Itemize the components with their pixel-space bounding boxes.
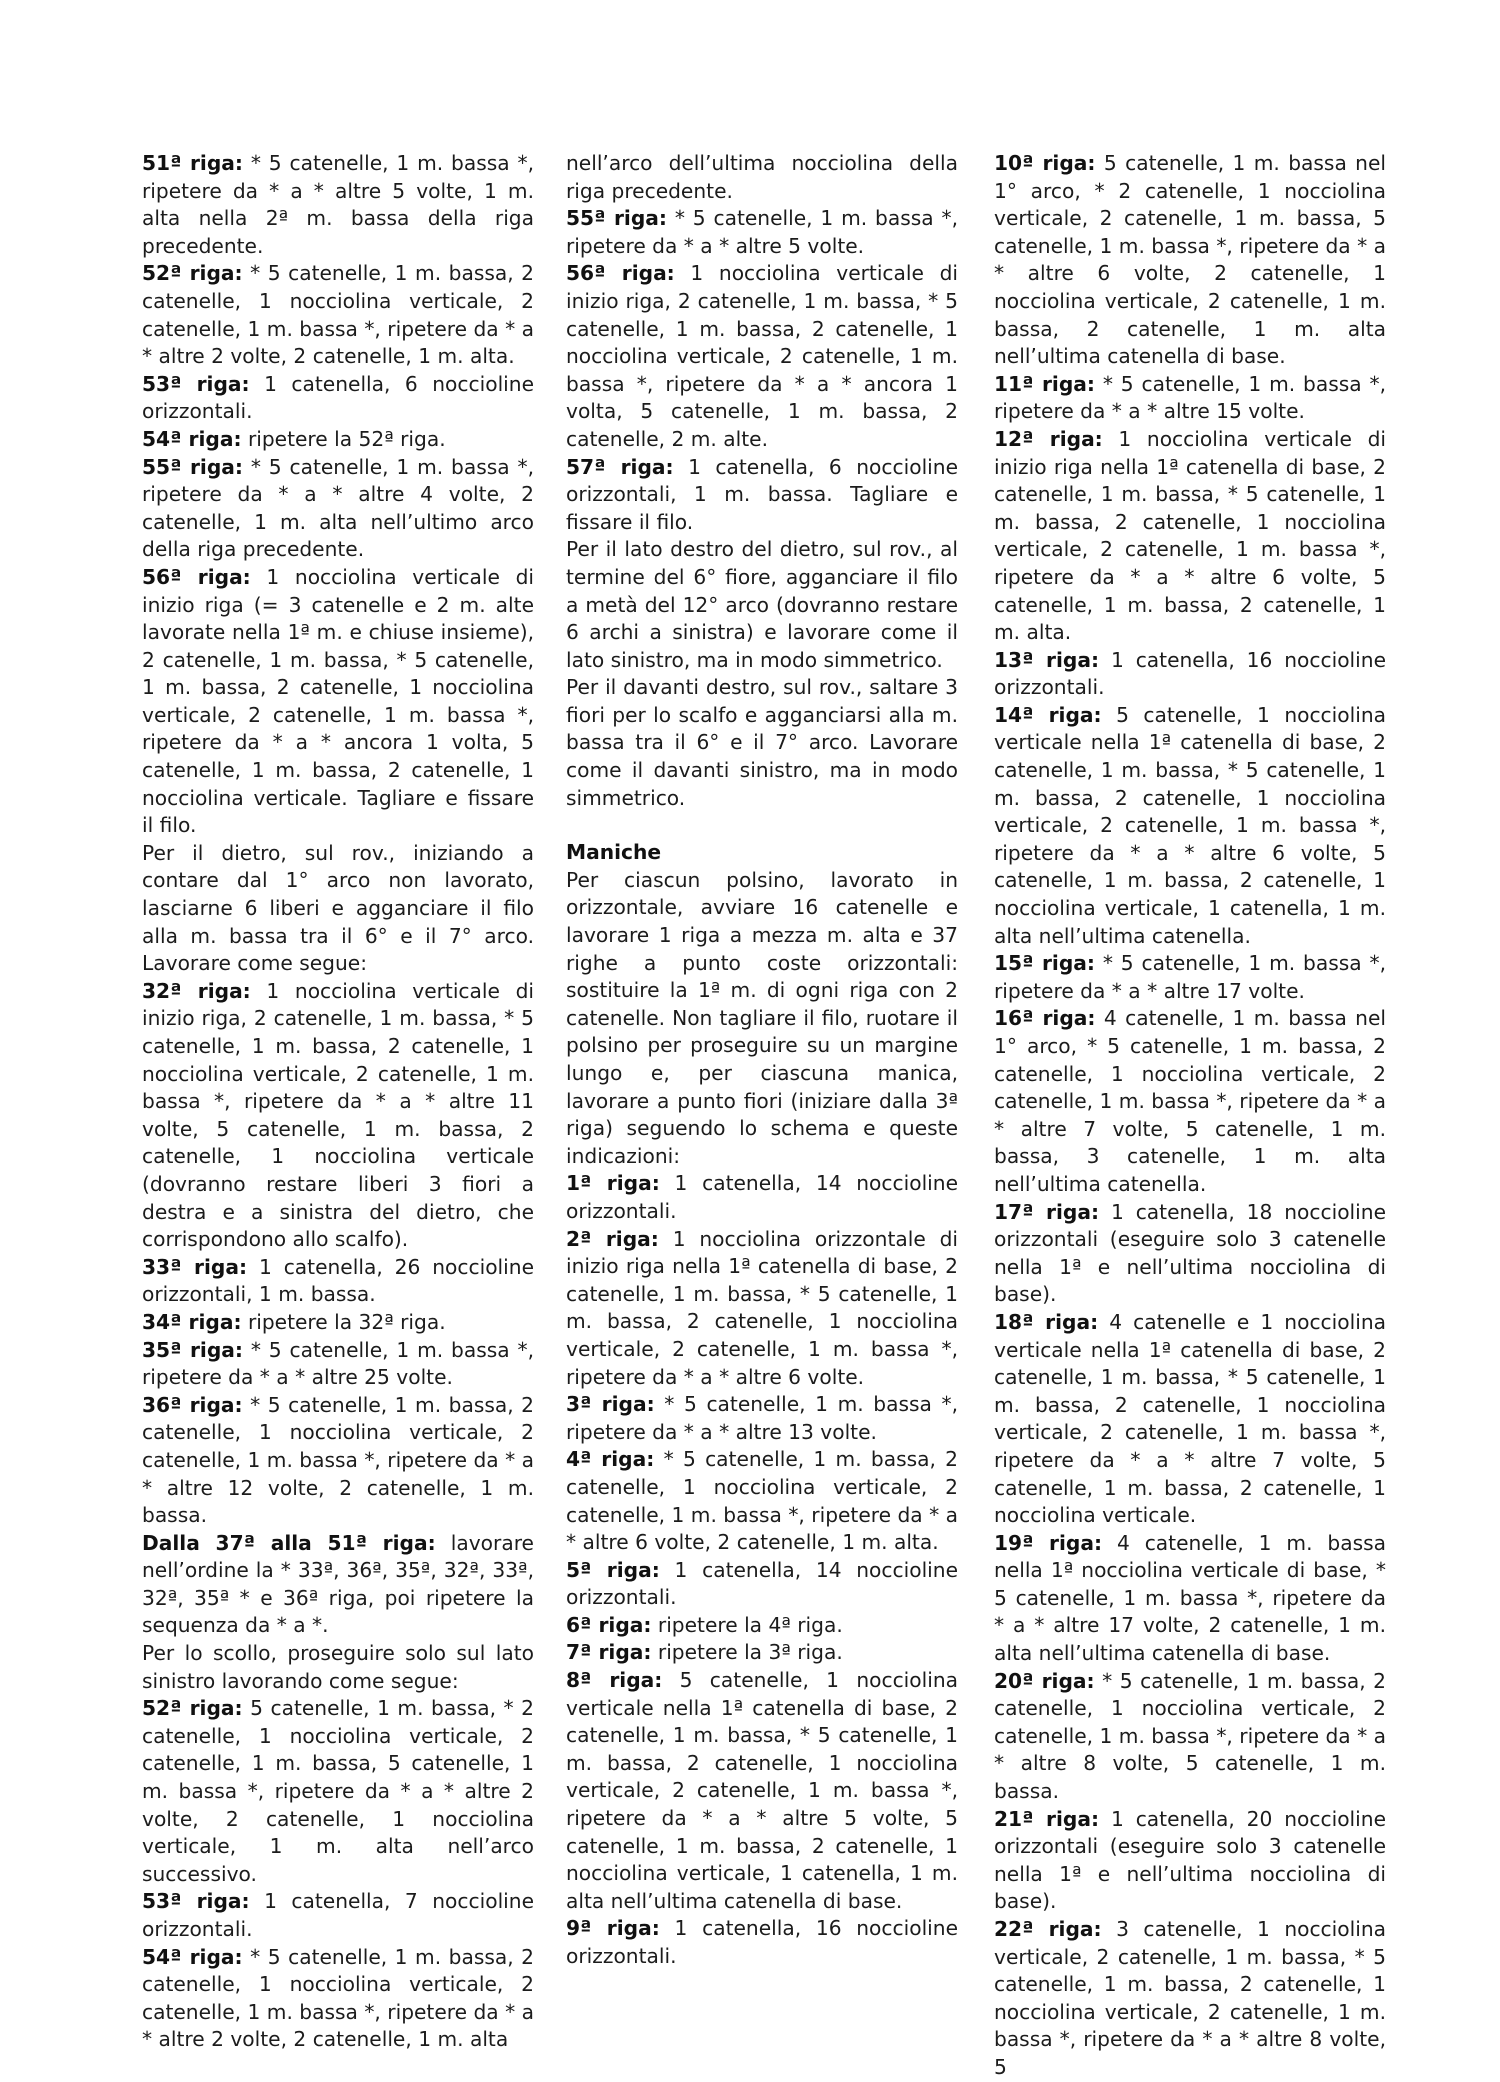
row-label: 11ª riga: <box>994 371 1095 396</box>
row-label: 17ª riga: <box>994 1199 1100 1224</box>
row-label: 13ª riga: <box>994 647 1100 672</box>
instruction-row <box>994 150 1386 371</box>
row-label: 52ª riga: <box>142 1696 243 1721</box>
row-label: 9ª riga: <box>566 1916 660 1941</box>
instruction-paragraph <box>566 536 958 674</box>
instruction-row <box>142 426 534 454</box>
instruction-row <box>994 371 1386 426</box>
instruction-row <box>566 260 958 453</box>
instruction-row <box>142 1309 534 1337</box>
row-label: 32ª riga: <box>142 978 251 1003</box>
row-text: ripetere la 4ª riga. <box>651 1612 843 1637</box>
row-text: ripetere la 3ª riga. <box>651 1640 843 1665</box>
row-text: * 5 catenelle, 1 m. bassa *, ripetere da * a * altre 13 volte. <box>566 1392 959 1444</box>
instruction-row <box>566 1557 958 1612</box>
instruction-row <box>142 1695 534 1888</box>
row-text: 1 nocciolina verticale di inizio riga (= 3 catenelle e 2 m. alte lavorate nella 1ª m. e chiuse insieme), 2 catenelle, 1 m. bassa, * 5 catenelle, 1 m. bassa, 2 catenelle, 1 nocciolina verticale, 2 catenelle, 1 m. bassa *, ripetere da * a * ancora 1 volta, 5 catenelle, 1 m. bassa, 2 catenelle, 1 nocciolina verticale. Tagliare e fissare il filo. <box>142 564 535 838</box>
row-label: 4ª riga: <box>566 1447 655 1472</box>
row-label: 36ª riga: <box>142 1392 243 1417</box>
row-text: 1 nocciolina verticale di inizio riga, 2 catenelle, 1 m. bassa, * 5 catenelle, 1 m. bassa, 2 catenelle, 1 nocciolina verticale, 2 catenelle, 1 m. bassa *, ripetere da * a * ancora 1 volta, 5 catenelle, 1 m. bassa, 2 catenelle, 2 m. alte. <box>566 261 959 451</box>
row-text: * 5 catenelle, 1 m. bassa, 2 catenelle, 1 nocciolina verticale, 2 catenelle, 1 m. bassa *, ripetere da * a * altre 6 volte, 2 catenelle, 1 m. alta. <box>566 1447 959 1555</box>
row-label: 53ª riga: <box>142 1889 250 1914</box>
row-label: 57ª riga: <box>566 454 674 479</box>
instruction-row <box>142 1530 534 1640</box>
instruction-row <box>142 1392 534 1530</box>
row-label: 2ª riga: <box>566 1226 659 1251</box>
row-label: 15ª riga: <box>994 951 1095 976</box>
row-label: 14ª riga: <box>994 702 1102 727</box>
instruction-row <box>142 150 534 260</box>
instruction-row <box>566 1446 958 1556</box>
instruction-row <box>142 454 534 564</box>
instruction-row <box>142 1254 534 1309</box>
section-heading: Maniche <box>566 840 662 865</box>
row-text: Per ciascun polsino, lavorato in orizzontale, avviare 16 catenelle e lavorare 1 riga a mezza m. alta e 37 righe a punto coste orizzontali: sostituire la 1ª m. di ogni riga con 2 catenelle. Non tagliare il filo, ruotare il polsino per proseguire su un margine lungo e, per ciascuna manica, lavorare a punto fiori (iniziare dalla 3ª riga) seguendo lo schema e queste indicazioni: <box>566 867 958 1168</box>
text-column-2 <box>566 150 958 1971</box>
row-text: Per il lato destro del dietro, sul rov., al termine del 6° fiore, agganciare il filo a metà del 12° arco (dovranno restare 6 archi a sinistra) e lavorare come il lato sinistro, ma in modo simmetrico. <box>566 537 958 672</box>
row-text: 4 catenelle e 1 nocciolina verticale nella 1ª catenella di base, 2 catenelle, 1 m. bassa, * 5 catenelle, 1 m. bassa, 2 catenelle, 1 nocciolina verticale, 2 catenelle, 1 m. bassa *, ripetere da * a * altre 7 volte, 5 catenelle, 1 m. bassa, 2 catenelle, 1 nocciolina verticale. <box>994 1309 1386 1528</box>
instruction-row <box>566 1915 958 1970</box>
row-label: 55ª riga: <box>142 454 243 479</box>
row-text: 1 catenella, 14 noccioline orizzontali. <box>566 1171 958 1223</box>
instruction-row <box>994 647 1386 702</box>
instruction-row <box>994 1309 1386 1530</box>
row-text: 1 catenella, 6 noccioline orizzontali. <box>142 371 535 424</box>
instruction-paragraph <box>566 674 958 812</box>
instruction-row <box>142 260 534 370</box>
instruction-row <box>566 1391 958 1446</box>
instruction-row <box>142 978 534 1254</box>
row-text: 3 catenelle, 1 nocciolina verticale, 2 catenelle, 1 m. bassa, * 5 catenelle, 1 m. bassa, 2 catenelle, 1 nocciolina verticale, 2 catenelle, 1 m. bassa *, ripetere da * a * altre 8 volte, 5 <box>994 1917 1387 2079</box>
row-text: 1 catenella, 16 noccioline orizzontali. <box>566 1916 958 1968</box>
row-text: 5 catenelle, 1 m. bassa nel 1° arco, * 2 catenelle, 1 nocciolina verticale, 2 catenelle, 1 m. bassa, 5 catenelle, 1 m. bassa *, ripetere da * a * altre 6 volte, 2 catenelle, 1 nocciolina verticale, 2 catenelle, 1 m. bassa, 2 catenelle, 1 m. alta nell’ultima catenella di base. <box>994 151 1387 369</box>
row-label: 10ª riga: <box>994 151 1096 175</box>
row-label: 33ª riga: <box>142 1254 248 1279</box>
row-text: 5 catenelle, 1 nocciolina verticale nella 1ª catenella di base, 2 catenelle, 1 m. bassa, * 5 catenelle, 1 m. bassa, 2 catenelle, 1 nocciolina verticale, 2 catenelle, 1 m. bassa *, ripetere da * a * altre 5 volte, 5 catenelle, 1 m. bassa, 2 catenelle, 1 nocciolina verticale, 1 catenella, 1 m. alta nell’ultima catenella di base. <box>566 1668 959 1913</box>
row-label: 35ª riga: <box>142 1337 243 1362</box>
instruction-row <box>994 950 1386 1005</box>
row-label: 18ª riga: <box>994 1309 1099 1334</box>
instruction-paragraph <box>142 1640 534 1695</box>
row-label: 7ª riga: <box>566 1640 652 1665</box>
row-text: * 5 catenelle, 1 m. bassa *, ripetere da * a * altre 5 volte. <box>566 206 958 258</box>
text-column-3 <box>994 150 1386 2082</box>
row-text: 1 catenella, 20 noccioline orizzontali (eseguire solo 3 catenelle nella 1ª e nell’ultima nocciolina di base). <box>994 1806 1386 1914</box>
row-label: 21ª riga: <box>994 1806 1100 1831</box>
row-text: nell’arco dell’ultima nocciolina della riga precedente. <box>566 151 958 203</box>
instruction-row <box>994 1806 1386 1916</box>
row-text: 1 catenella, 26 noccioline orizzontali, 1 m. bassa. <box>142 1254 534 1307</box>
row-text: 5 catenelle, 1 nocciolina verticale nella 1ª catenella di base, 2 catenelle, 1 m. bassa, * 5 catenelle, 1 m. bassa, 2 catenelle, 1 nocciolina verticale, 2 catenelle, 1 m. bassa *, ripetere da * a * altre 6 volte, 5 catenelle, 1 m. bassa, 2 catenelle, 1 nocciolina verticale, 1 catenella, 1 m. alta nell’ultima catenella. <box>994 702 1387 948</box>
instruction-row <box>994 1199 1386 1309</box>
instruction-row <box>142 1888 534 1943</box>
row-text: * 5 catenelle, 1 m. bassa *, ripetere da * a * altre 5 volte, 1 m. alta nella 2ª m. bassa della riga precedente. <box>142 151 534 258</box>
row-label: 19ª riga: <box>994 1530 1103 1555</box>
row-text: * 5 catenelle, 1 m. bassa, 2 catenelle, 1 nocciolina verticale, 2 catenelle, 1 m. bassa *, ripetere da * a * altre 12 volte, 2 catenelle, 1 m. bassa. <box>142 1392 534 1528</box>
row-text: * 5 catenelle, 1 m. bassa *, ripetere da * a * altre 17 volte. <box>994 951 1386 1003</box>
row-text: * 5 catenelle, 1 m. bassa *, ripetere da * a * altre 25 volte. <box>142 1337 534 1390</box>
row-text: 1 catenella, 7 noccioline orizzontali. <box>142 1889 535 1941</box>
row-text: * 5 catenelle, 1 m. bassa *, ripetere da * a * altre 4 volte, 2 catenelle, 1 m. alta nell’ultimo arco della riga precedente. <box>142 454 534 562</box>
instruction-paragraph <box>566 150 958 205</box>
row-text: ripetere la 32ª riga. <box>241 1309 446 1334</box>
row-text: * 5 catenelle, 1 m. bassa, 2 catenelle, 1 nocciolina verticale, 2 catenelle, 1 m. bassa *, ripetere da * a * altre 2 volte, 2 catenelle, 1 m. alta. <box>142 261 534 369</box>
instruction-row <box>566 1226 958 1392</box>
instruction-row <box>566 205 958 260</box>
row-label: 55ª riga: <box>566 206 667 231</box>
instruction-row <box>566 1170 958 1225</box>
row-label: 34ª riga: <box>142 1309 242 1334</box>
row-label: 54ª riga: <box>142 426 242 451</box>
row-text: Per il dietro, sul rov., iniziando a contare dal 1° arco non lavorato, lasciarne 6 liberi e agganciare il filo alla m. bassa tra il 6° e il 7° arco. Lavorare come segue: <box>142 840 534 976</box>
row-text: 1 catenella, 16 noccioline orizzontali. <box>994 647 1386 700</box>
row-text: * 5 catenelle, 1 m. bassa, 2 catenelle, 1 nocciolina verticale, 2 catenelle, 1 m. bassa *, ripetere da * a * altre 2 volte, 2 catenelle, 1 m. alta <box>142 1944 534 2052</box>
row-label: 3ª riga: <box>566 1392 655 1417</box>
instruction-paragraph <box>142 840 534 978</box>
row-label: 22ª riga: <box>994 1917 1102 1941</box>
row-label: 51ª riga: <box>142 151 243 175</box>
row-label: 1ª riga: <box>566 1171 660 1196</box>
row-text: lavorare nell’ordine la * 33ª, 36ª, 35ª, 32ª, 33ª, 32ª, 35ª * e 36ª riga, poi ripetere la sequenza da * a *. <box>142 1530 534 1638</box>
row-label: 53ª riga: <box>142 371 250 396</box>
instruction-row <box>994 426 1386 647</box>
row-text: * 5 catenelle, 1 m. bassa *, ripetere da * a * altre 15 volte. <box>994 371 1386 424</box>
row-text: 5 catenelle, 1 m. bassa, * 2 catenelle, 1 nocciolina verticale, 2 catenelle, 1 m. bassa, 5 catenelle, 1 m. bassa *, ripetere da * a * altre 2 volte, 2 catenelle, 1 nocciolina verticale, 1 m. alta nell’arco successivo. <box>142 1696 534 1886</box>
instruction-row <box>994 1005 1386 1198</box>
row-label: 6ª riga: <box>566 1612 652 1637</box>
instruction-row <box>994 1530 1386 1668</box>
instruction-row <box>566 454 958 537</box>
instruction-row <box>566 1612 958 1640</box>
row-label: 12ª riga: <box>994 426 1103 451</box>
row-text: 1 catenella, 14 noccioline orizzontali. <box>566 1557 958 1610</box>
instruction-row <box>566 1667 958 1915</box>
row-text: Per lo scollo, proseguire solo sul lato sinistro lavorando come segue: <box>142 1641 534 1693</box>
instruction-row <box>142 371 534 426</box>
row-label: 52ª riga: <box>142 261 243 286</box>
row-label: 56ª riga: <box>142 564 251 589</box>
row-label: 8ª riga: <box>566 1668 663 1693</box>
row-label: 20ª riga: <box>994 1668 1095 1693</box>
row-text: ripetere la 52ª riga. <box>241 426 446 451</box>
row-text: 1 nocciolina verticale di inizio riga nella 1ª catenella di base, 2 catenelle, 1 m. bassa, * 5 catenelle, 1 m. bassa, 2 catenelle, 1 nocciolina verticale, 2 catenelle, 1 m. bassa *, ripetere da * a * altre 6 volte, 5 catenelle, 1 m. bassa, 2 catenelle, 1 m. alta. <box>994 426 1387 645</box>
row-label: 16ª riga: <box>994 1006 1096 1031</box>
row-text: 1 nocciolina verticale di inizio riga, 2 catenelle, 1 m. bassa, * 5 catenelle, 1 m. bassa, 2 catenelle, 1 nocciolina verticale, 2 catenelle, 1 m. bassa *, ripetere da * a * altre 11 volte, 5 catenelle, 1 m. bassa, 2 catenelle, 1 nocciolina verticale (dovranno restare liberi 3 fiori a destra e a sinistra del dietro, che corrispondono allo scalfo). <box>142 978 535 1252</box>
instruction-row <box>994 1916 1386 2082</box>
row-text: 4 catenelle, 1 m. bassa nella 1ª nocciolina verticale di base, * 5 catenelle, 1 m. bassa *, ripetere da * a * altre 17 volte, 2 catenelle, 1 m. alta nell’ultima catenella di base. <box>994 1530 1386 1666</box>
row-label: Dalla 37ª alla 51ª riga: <box>142 1530 436 1555</box>
row-label: 5ª riga: <box>566 1557 660 1582</box>
row-text: Per il davanti destro, sul rov., saltare 3 fiori per lo scalfo e agganciarsi alla m. bassa tra il 6° e il 7° arco. Lavorare come il davanti sinistro, ma in modo simmetrico. <box>566 675 958 810</box>
row-text: 1 catenella, 18 noccioline orizzontali (eseguire solo 3 catenelle nella 1ª e nell’ultima nocciolina di base). <box>994 1199 1386 1307</box>
instruction-row <box>142 564 534 840</box>
instruction-row <box>142 1337 534 1392</box>
instruction-row <box>566 1639 958 1667</box>
row-label: 56ª riga: <box>566 261 675 286</box>
row-text: 4 catenelle, 1 m. bassa nel 1° arco, * 5 catenelle, 1 m. bassa, 2 catenelle, 1 nocciolina verticale, 2 catenelle, 1 m. bassa *, ripetere da * a * altre 7 volte, 5 catenelle, 1 m. bassa, 3 catenelle, 1 m. alta nell’ultima catenella. <box>994 1006 1387 1196</box>
row-text: * 5 catenelle, 1 m. bassa, 2 catenelle, 1 nocciolina verticale, 2 catenelle, 1 m. bassa *, ripetere da * a * altre 8 volte, 5 catenelle, 1 m. bassa. <box>994 1668 1386 1804</box>
row-text: 1 nocciolina orizzontale di inizio riga nella 1ª catenella di base, 2 catenelle, 1 m. bassa, * 5 catenelle, 1 m. bassa, 2 catenelle, 1 nocciolina verticale, 2 catenelle, 1 m. bassa *, ripetere da * a * altre 6 volte. <box>566 1226 959 1389</box>
row-text: 1 catenella, 6 noccioline orizzontali, 1 m. bassa. Tagliare e fissare il filo. <box>566 454 959 534</box>
text-column-1 <box>142 150 534 2054</box>
instruction-row <box>994 702 1386 950</box>
row-label: 54ª riga: <box>142 1944 243 1969</box>
instruction-paragraph <box>566 867 958 1171</box>
instruction-row <box>142 1944 534 2054</box>
instruction-row <box>994 1668 1386 1806</box>
